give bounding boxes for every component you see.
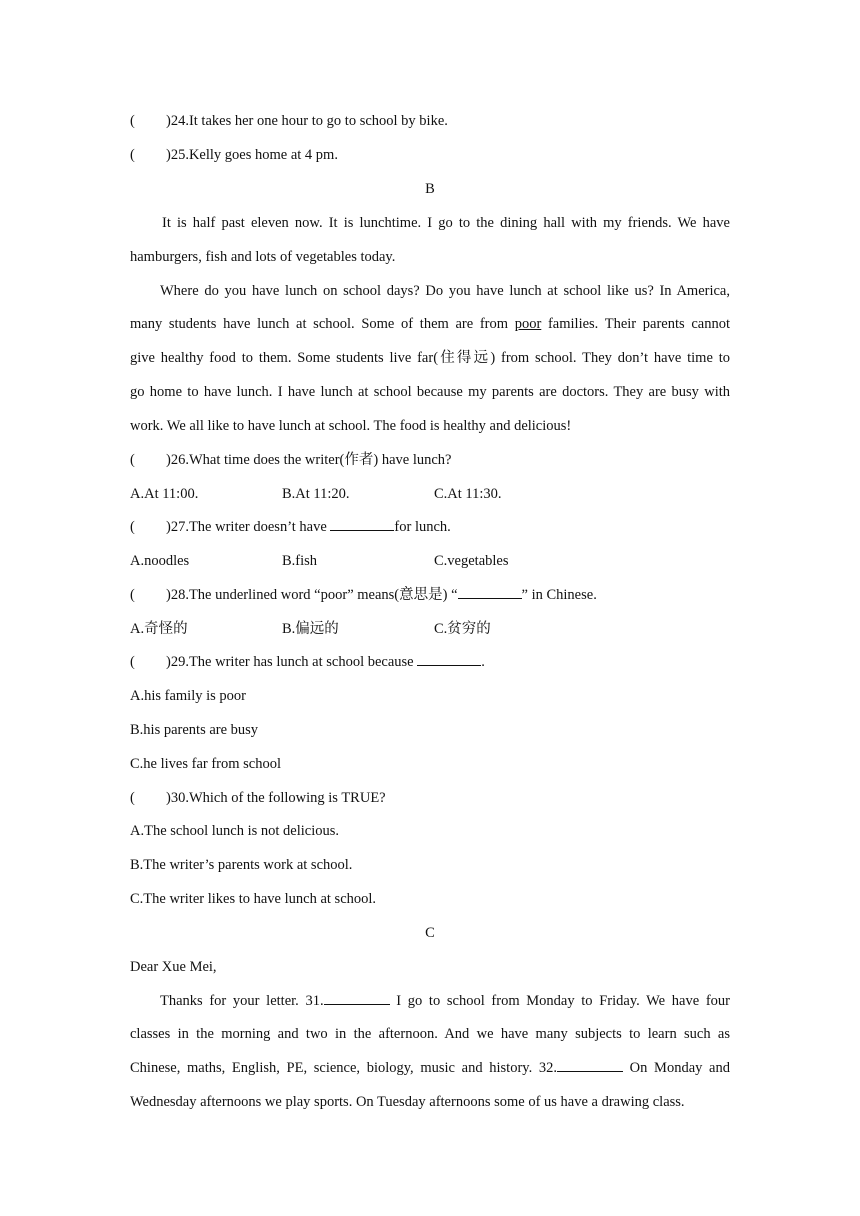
passage-b-line: work. We all like to have lunch at school. The food is healthy and delicious!: [130, 418, 572, 434]
answer-paren[interactable]: (: [130, 113, 135, 129]
option-c[interactable]: C.At 11:30.: [434, 486, 502, 502]
option-a[interactable]: A.奇怪的: [130, 621, 188, 637]
passage-b-line: go home to have lunch. I have lunch at school because my parents are doctors. They are busy with: [130, 384, 730, 400]
answer-paren[interactable]: (: [130, 587, 135, 603]
question-text: )29.The writer has lunch at school because: [166, 654, 418, 670]
option-b[interactable]: B.偏远的: [282, 621, 339, 637]
option-a[interactable]: A.his family is poor: [130, 688, 246, 704]
section-b-heading: B: [425, 181, 435, 197]
question-text: )30.Which of the following is TRUE?: [166, 790, 386, 806]
option-b[interactable]: B.The writer’s parents work at school.: [130, 857, 353, 873]
passage-b-line: [130, 313, 730, 335]
question-text: )28.The underlined word “poor” means(意思是) “: [166, 587, 458, 603]
letter-line: [130, 990, 730, 1012]
answer-blank[interactable]: [330, 516, 394, 531]
letter-greeting: Dear Xue Mei,: [130, 959, 217, 975]
answer-blank[interactable]: [417, 651, 481, 666]
question-text: )26.What time does the writer(作者) have lunch?: [166, 452, 452, 468]
letter-line: Wednesday afternoons we play sports. On Tuesday afternoons some of us have a drawing class.: [130, 1094, 685, 1110]
question-26: [130, 449, 730, 471]
question-26-options: [130, 483, 730, 505]
section-c-heading: C: [425, 925, 435, 941]
question-24: [130, 110, 730, 132]
letter-line: classes in the morning and two in the afternoon. And we have many subjects to learn such as: [130, 1026, 730, 1042]
question-28-options: [130, 618, 730, 640]
option-a[interactable]: A.At 11:00.: [130, 486, 199, 502]
letter-text: Chinese, maths, English, PE, science, biology, music and history. 32.: [130, 1060, 557, 1076]
option-c[interactable]: C.vegetables: [434, 553, 509, 569]
question-text: )27.The writer doesn’t have: [166, 519, 331, 535]
question-text: )24.It takes her one hour to go to school by bike.: [166, 113, 448, 129]
question-25: [130, 144, 730, 166]
answer-paren[interactable]: (: [130, 147, 135, 163]
letter-text: Thanks for your letter. 31.: [160, 993, 324, 1009]
letter-line: [130, 1057, 730, 1079]
question-text: ” in Chinese.: [521, 587, 597, 603]
passage-b-line: Where do you have lunch on school days? Do you have lunch at school like us? In America,: [160, 283, 730, 299]
passage-text: many students have lunch at school. Some of them are from: [130, 316, 515, 332]
option-c[interactable]: C.The writer likes to have lunch at school.: [130, 891, 377, 907]
option-a[interactable]: A.noodles: [130, 553, 190, 569]
option-c[interactable]: C.贫穷的: [434, 621, 491, 637]
answer-paren[interactable]: (: [130, 790, 135, 806]
question-text: .: [481, 654, 485, 670]
answer-paren[interactable]: (: [130, 452, 135, 468]
question-27-options: [130, 550, 730, 572]
question-28: [130, 584, 730, 606]
option-c[interactable]: C.he lives far from school: [130, 756, 282, 772]
answer-paren[interactable]: (: [130, 654, 135, 670]
question-text: )25.Kelly goes home at 4 pm.: [166, 147, 338, 163]
answer-paren[interactable]: (: [130, 519, 135, 535]
option-b[interactable]: B.his parents are busy: [130, 722, 259, 738]
question-30: [130, 787, 730, 809]
passage-b-line: It is half past eleven now. It is lunchtime. I go to the dining hall with my friends. We have: [162, 215, 730, 231]
passage-b-line: give healthy food to them. Some students live far(住得远) from school. They don’t have time to: [130, 350, 730, 366]
letter-text: I go to school from Monday to Friday. We have four: [389, 993, 730, 1009]
passage-b-line: hamburgers, fish and lots of vegetables today.: [130, 249, 396, 265]
option-b[interactable]: B.fish: [282, 553, 318, 569]
option-b[interactable]: B.At 11:20.: [282, 486, 350, 502]
answer-blank[interactable]: [458, 584, 522, 599]
answer-blank-31[interactable]: [324, 990, 390, 1005]
option-a[interactable]: A.The school lunch is not delicious.: [130, 823, 340, 839]
question-27: [130, 516, 730, 538]
passage-text: families. Their parents cannot: [541, 316, 730, 332]
underlined-word-poor: poor: [514, 316, 542, 332]
question-text: for lunch.: [394, 519, 451, 535]
question-29: [130, 651, 730, 673]
answer-blank-32[interactable]: [557, 1057, 623, 1072]
letter-text: On Monday and: [623, 1060, 730, 1076]
